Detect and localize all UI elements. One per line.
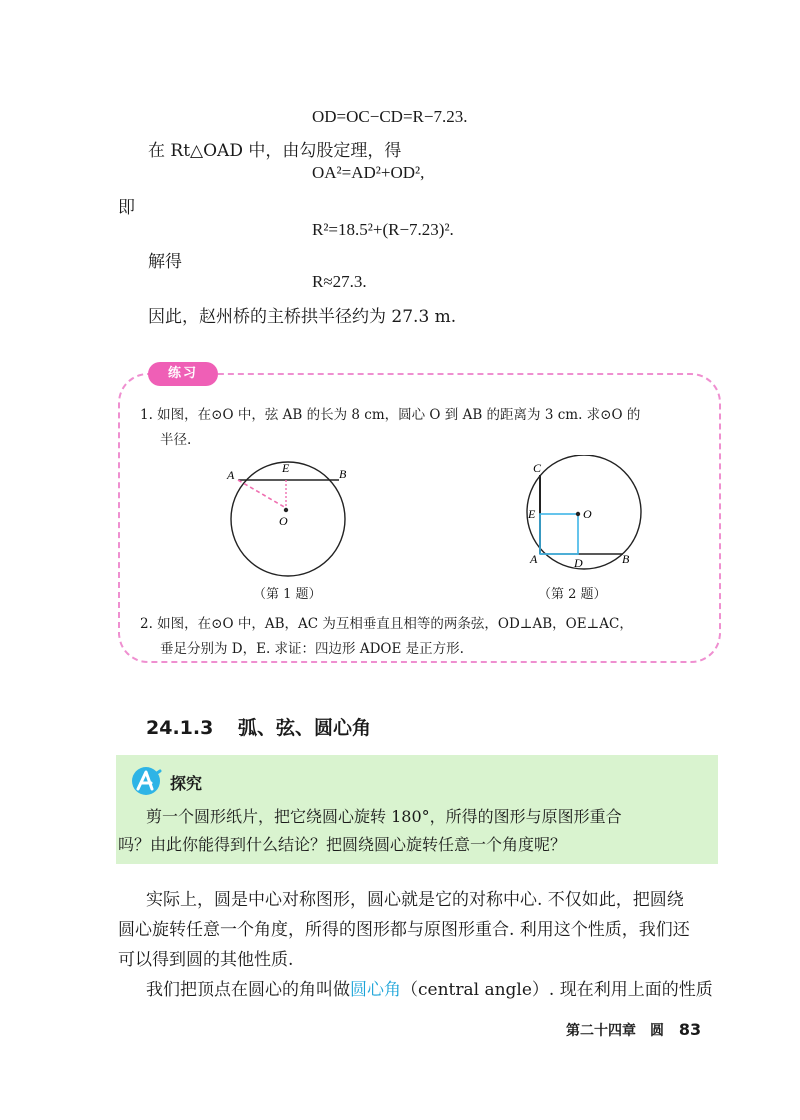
fig2-label-e: E xyxy=(528,507,536,521)
fig1-circle xyxy=(231,462,345,576)
body-p2 xyxy=(146,975,713,1000)
figure-2 xyxy=(520,455,670,583)
page-footer xyxy=(566,1020,701,1040)
equation-od: OD=OC−CD=R−7.23. xyxy=(312,107,468,126)
fig1-caption: （第 1 题） xyxy=(253,587,322,602)
text-conclusion: 因此，赵州桥的主桥拱半径约为 27.3 m. xyxy=(148,307,457,327)
figure-1 xyxy=(215,455,365,600)
fig2-center-dot xyxy=(576,512,580,516)
fig2-label-o: O xyxy=(583,507,592,521)
fig1-label-b: B xyxy=(339,467,347,481)
fig1-label-e: E xyxy=(282,461,290,475)
body-p2-after: （central angle）. 现在利用上面的性质 xyxy=(401,980,713,1000)
equation-oa-squared: OA²=AD²+OD², xyxy=(312,163,425,182)
body-p1-line1: 实际上，圆是中心对称图形，圆心就是它的对称中心. 不仅如此，把圆绕 xyxy=(146,890,684,910)
exercise-q2-line1: 2. 如图，在⊙O 中，AB，AC 为互相垂直且相等的两条弦，OD⊥AB，OE⊥AC， xyxy=(140,616,633,632)
fig1-label-o: O xyxy=(279,514,288,528)
text-pythagoras: 在 Rt△OAD 中，由勾股定理，得 xyxy=(148,141,402,161)
footer-chapter: 第二十四章 圆 xyxy=(566,1023,664,1039)
exercise-q1-line2: 半径. xyxy=(160,432,192,448)
fig2-label-a: A xyxy=(530,552,538,566)
fig2-square xyxy=(540,514,578,554)
term-central-angle: 圆心角 xyxy=(350,980,401,1000)
equation-r-result: R≈27.3. xyxy=(312,272,367,291)
fig2-label-c: C xyxy=(533,461,542,475)
exercise-badge: 练习 xyxy=(148,362,218,386)
section-heading xyxy=(146,713,371,740)
fig2-label-b: B xyxy=(622,552,630,566)
fig1-radius-oa xyxy=(238,480,286,508)
exercise-q1-line1: 1. 如图，在⊙O 中，弦 AB 的长为 8 cm，圆心 O 到 AB 的距离为 3 cm. 求⊙O 的 xyxy=(140,407,641,423)
body-p2-before: 我们把顶点在圆心的角叫做 xyxy=(146,980,350,1000)
explore-title: 探究 xyxy=(170,774,203,793)
explore-icon xyxy=(130,765,166,797)
body-p1-line2: 圆心旋转任意一个角度，所得的图形都与原图形重合. 利用这个性质，我们还 xyxy=(118,920,690,940)
body-p1-line3: 可以得到圆的其他性质. xyxy=(118,950,294,970)
fig2-label-d: D xyxy=(574,556,583,570)
exercise-q2-line2: 垂足分别为 D，E. 求证：四边形 ADOE 是正方形. xyxy=(160,641,464,657)
section-number: 24.1.3 xyxy=(146,717,214,739)
page-number: 83 xyxy=(678,1020,702,1039)
text-ji: 即 xyxy=(118,198,135,218)
section-title: 弧、弦、圆心角 xyxy=(237,717,371,739)
explore-line2: 吗？由此你能得到什么结论？把圆绕圆心旋转任意一个角度呢？ xyxy=(118,835,567,854)
text-solve: 解得 xyxy=(148,252,182,272)
fig2-caption: （第 2 题） xyxy=(538,587,607,602)
equation-r-squared: R²=18.5²+(R−7.23)². xyxy=(312,220,454,239)
fig1-label-a: A xyxy=(227,468,235,482)
fig1-center-dot xyxy=(284,508,288,512)
explore-line1: 剪一个圆形纸片，把它绕圆心旋转 180°，所得的图形与原图形重合 xyxy=(146,807,622,826)
